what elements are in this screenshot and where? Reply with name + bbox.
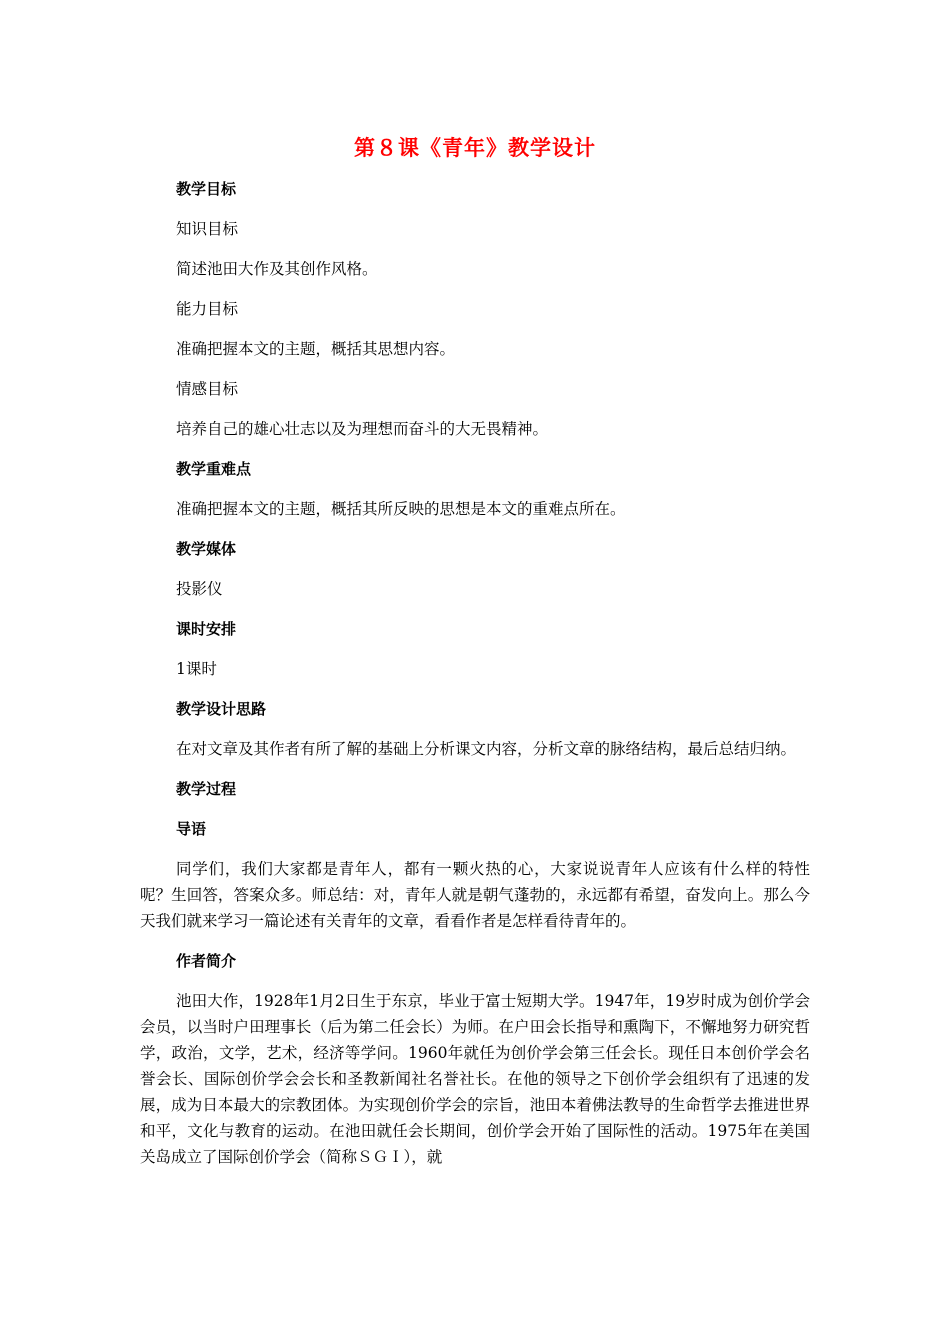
section-heading-media: 教学媒体	[176, 540, 237, 558]
label-emotion-goal: 情感目标	[176, 380, 239, 398]
text-knowledge-goal: 简述池田大作及其创作风格。	[176, 260, 378, 278]
document-body	[140, 176, 810, 1170]
text-ability-goal: 准确把握本文的主题，概括其思想内容。	[176, 340, 456, 358]
text-intro: 同学们，我们大家都是青年人，都有一颗火热的心，大家说说青年人应该有什么样的特性呢？生回答，答案众多。师总结：对，青年人就是朝气蓬勃的，永远都有希望，奋发向上。那么今天我们就来学习一篇论述有关青年的文章，看看作者是怎样看待青年的。	[140, 860, 810, 930]
text-media: 投影仪	[176, 580, 223, 598]
section-heading-key-points: 教学重难点	[176, 460, 252, 478]
label-knowledge-goal: 知识目标	[176, 220, 239, 238]
text-schedule: 1课时	[176, 660, 217, 678]
section-heading-schedule: 课时安排	[176, 620, 237, 638]
section-heading-intro: 导语	[176, 820, 207, 838]
section-heading-author: 作者简介	[176, 952, 237, 970]
label-ability-goal: 能力目标	[176, 300, 239, 318]
text-author: 池田大作，1928年1月2日生于东京，毕业于富士短期大学。1947年，19岁时成为创价学会会员，以当时户田理事长（后为第二任会长）为师。在户田会长指导和熏陶下，不懈地努力研究哲学，政治，文学，艺术，经济等学问。1960年就任为创价学会第三任会长。现任日本创价学会名誉会长、国际创价学会会长和圣教新闻社名誉社长。在他的领导之下创价学会组织有了迅速的发展，成为日本最大的宗教团体。为实现创价学会的宗旨，池田本着佛法教导的生命哲学去推进世界和平，文化与教育的运动。在池田就任会长期间，创价学会开始了国际性的活动。1975年在美国关岛成立了国际创价学会（简称ＳＧＩ），就	[140, 992, 810, 1166]
text-key-points: 准确把握本文的主题，概括其所反映的思想是本文的重难点所在。	[176, 500, 626, 518]
section-heading-process: 教学过程	[176, 780, 237, 798]
document-title: 第８课《青年》教学设计	[354, 136, 596, 160]
section-heading-design: 教学设计思路	[176, 700, 267, 718]
text-design: 在对文章及其作者有所了解的基础上分析课文内容，分析文章的脉络结构，最后总结归纳。	[176, 740, 797, 758]
section-heading-goals: 教学目标	[176, 180, 237, 198]
text-emotion-goal: 培养自己的雄心壮志以及为理想而奋斗的大无畏精神。	[176, 420, 549, 438]
